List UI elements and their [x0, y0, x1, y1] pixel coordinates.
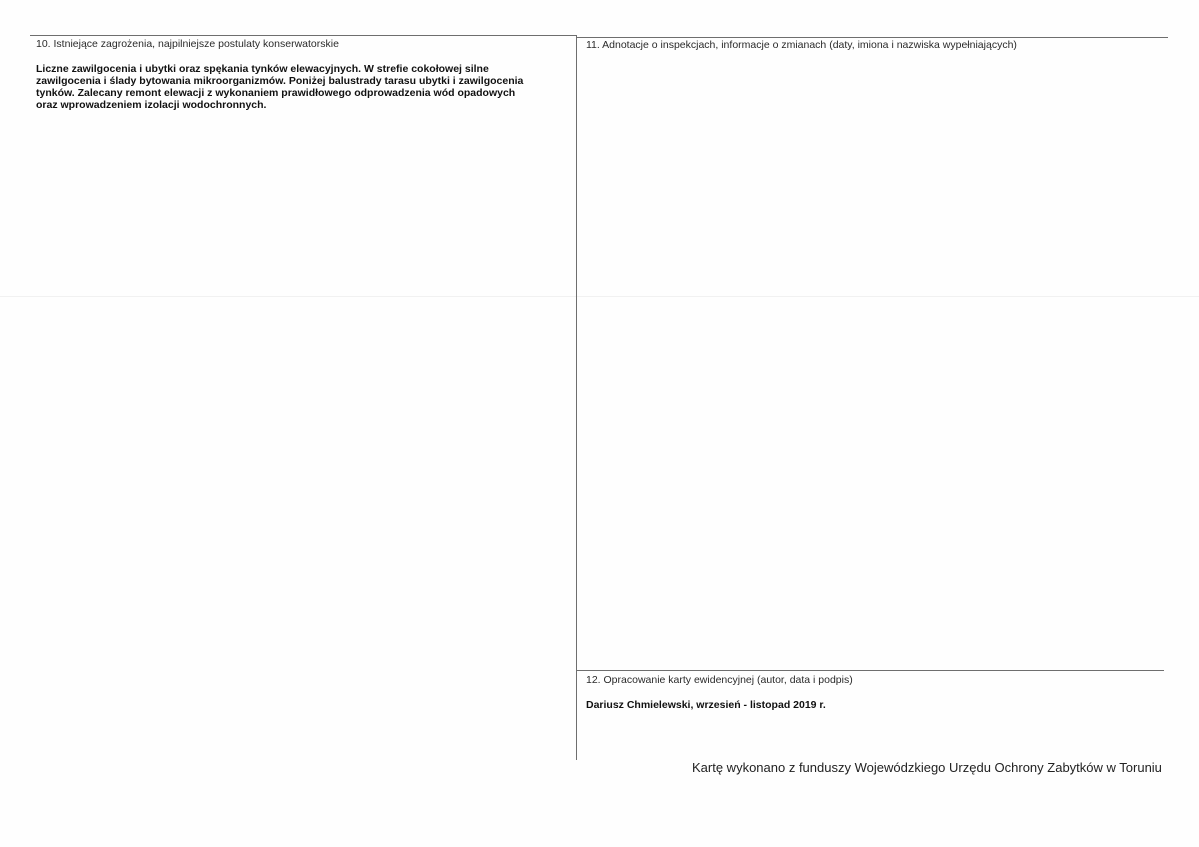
column-divider — [576, 35, 577, 760]
paper-fold-line — [0, 296, 1199, 297]
section10-line: zawilgocenia i ślady bytowania mikroorganizmów. Poniżej balustrady tarasu ubytki i zawilgocenia — [36, 75, 524, 87]
section12-label: 12. Opracowanie karty ewidencyjnej (autor, data i podpis) — [586, 674, 853, 686]
section11-label: 11. Adnotacje o inspekcjach, informacje o zmianach (daty, imiona i nazwiska wypełniających) — [586, 39, 1017, 51]
funding-footer: Kartę wykonano z funduszy Wojewódzkiego Urzędu Ochrony Zabytków w Toruniu — [692, 760, 1162, 775]
section10-line: oraz wprowadzeniem izolacji wodochronnych. — [36, 99, 267, 111]
section10-top-rule — [30, 35, 576, 36]
section10-line: Liczne zawilgocenia i ubytki oraz spękania tynków elewacyjnych. W strefie cokołowej silne — [36, 63, 489, 75]
section10-text — [36, 63, 572, 111]
section10-line: tynków. Zalecany remont elewacji z wykonaniem prawidłowego odprowadzenia wód opadowych — [36, 87, 516, 99]
section12-top-rule — [577, 670, 1164, 671]
section12-author: Dariusz Chmielewski, wrzesień - listopad 2019 r. — [586, 699, 826, 711]
section10-label: 10. Istniejące zagrożenia, najpilniejsze postulaty konserwatorskie — [36, 38, 339, 50]
section11-top-rule — [577, 37, 1168, 38]
